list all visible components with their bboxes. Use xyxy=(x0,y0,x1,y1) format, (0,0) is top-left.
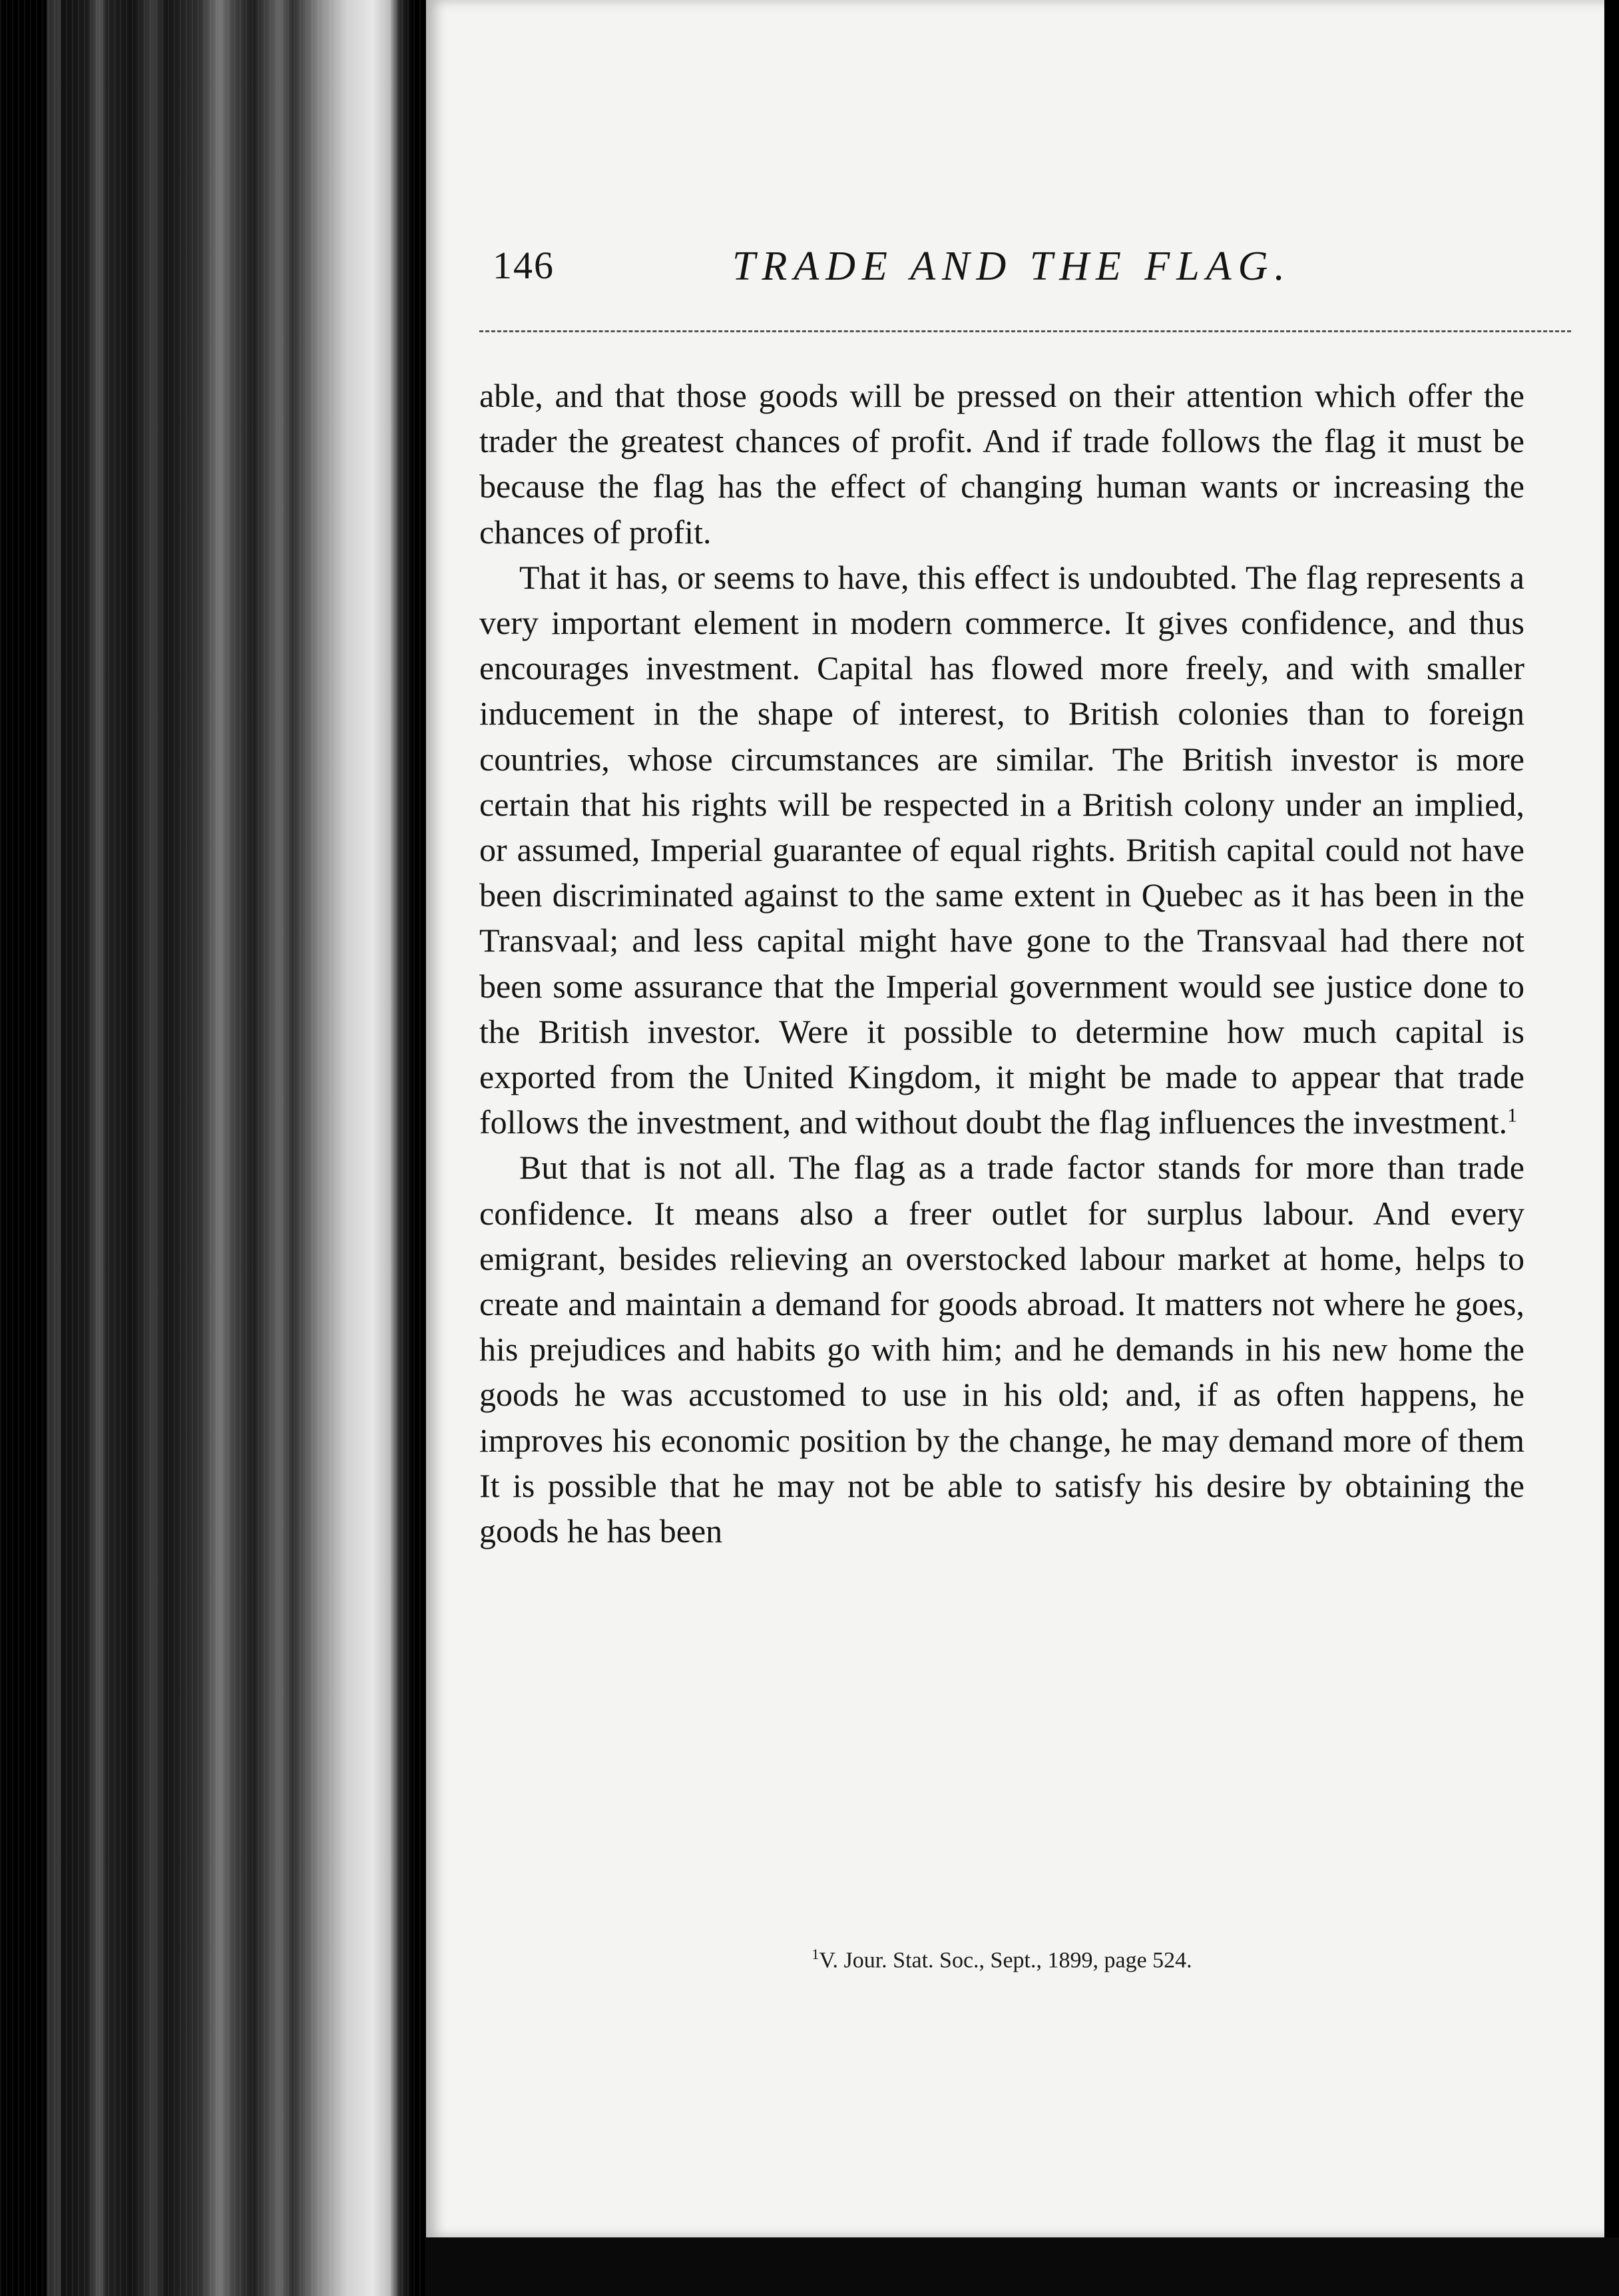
header-rule xyxy=(479,330,1571,332)
page-edges-texture xyxy=(0,0,426,2296)
paragraph-2 xyxy=(479,555,1524,1145)
paragraph-3: But that is not all. The flag as a trade factor stands for more than trade confidence. It means also a freer outlet for surplus labour. And every emigrant, besides relieving an overstocked labour market at home, helps to create and maintain a demand for goods abroad. It matters not where he goes, his prejudices and habits go with him; and he demands in his new home the goods he was accustomed to use in his old; and, if as often happens, he improves his economic position by the change, he may demand more of them It is possible that he may not be able to satisfy his desire by obtaining the goods he has been xyxy=(479,1149,1524,1550)
body-text xyxy=(479,373,1524,1554)
page-right-edge xyxy=(1604,0,1619,2296)
footnote-text: V. Jour. Stat. Soc., Sept., 1899, page 524. xyxy=(819,1948,1192,1973)
page-header xyxy=(493,243,1551,303)
footnote xyxy=(479,1946,1524,1973)
page-bottom-edge xyxy=(426,2237,1619,2296)
footnote-reference: 1 xyxy=(1507,1104,1518,1127)
running-title: TRADE AND THE FLAG. xyxy=(732,244,1291,289)
book-page xyxy=(426,0,1604,2237)
page-number: 146 xyxy=(493,244,555,287)
footnote-mark: 1 xyxy=(811,1946,819,1962)
paragraph-1: able, and that those goods will be pressed on their attention which offer the trader the greatest chances of profit. And if trade follows the flag it must be because the flag has the effect of changing human wants or increasing the chances of profit. xyxy=(479,377,1524,551)
paragraph-2-text: That it has, or seems to have, this effect is undoubted. The flag represents a very important element in modern commerce. It gives confidence, and thus encourages investment. Capital has flowed more freely, and with smaller inducement in the shape of interest, to British colonies than to foreign countries, whose circumstances are similar. The British investor is more certain that his rights will be respected in a British colony under an implied, or assumed, Imperial guarantee of equal rights. British capital could not have been discriminated against to the same extent in Quebec as it has been in the Transvaal; and less capital might have gone to the Transvaal had there not been some assurance that the Imperial government would see justice done to the British investor. Were it possible to determine how much capital is exported from the United Kingdom, it might be made to appear that trade follows the investment, and without doubt the flag influences the investment. xyxy=(479,558,1524,1141)
